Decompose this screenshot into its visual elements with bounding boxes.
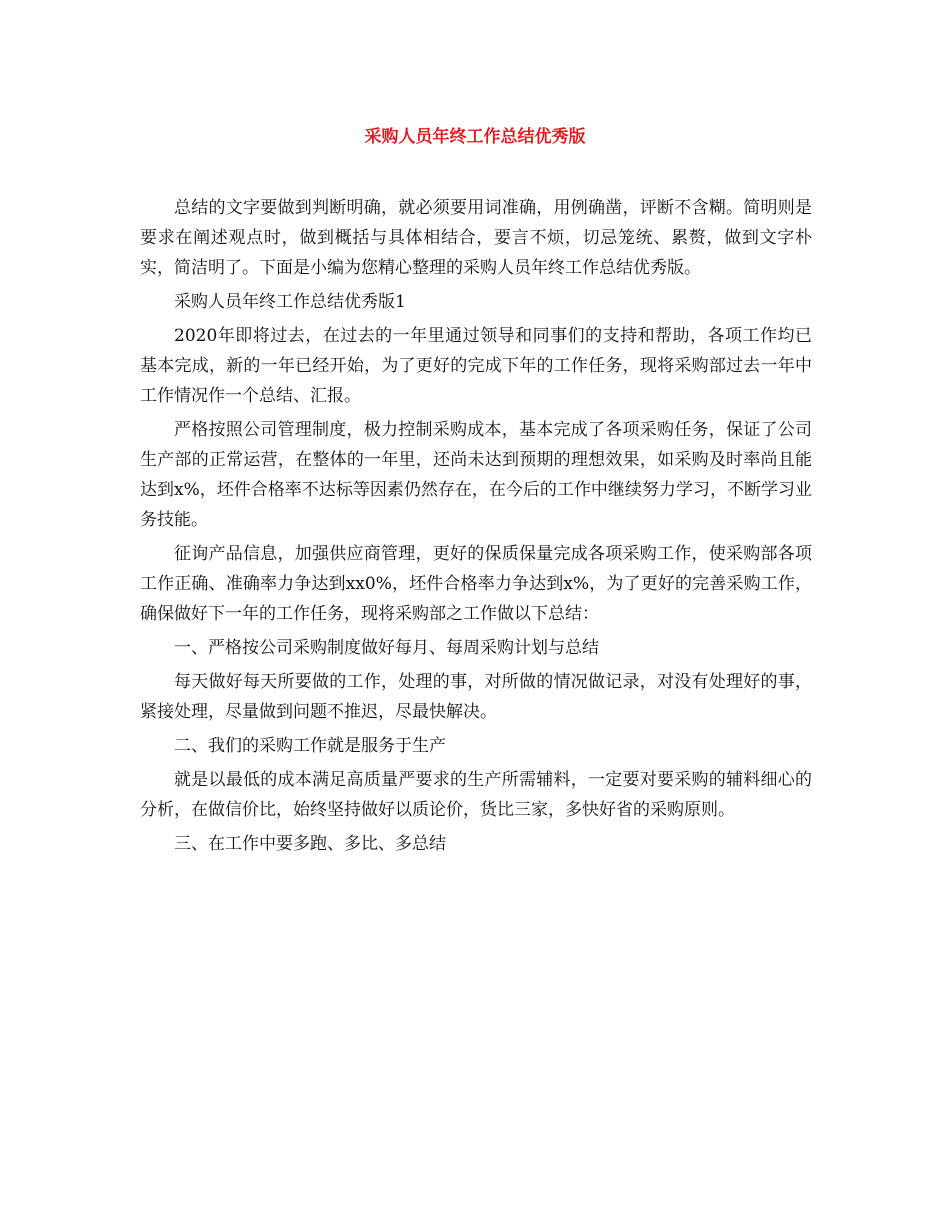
body-paragraph: 就是以最低的成本满足高质量严要求的生产所需辅料，一定要对要采购的辅料细心的分析，在做信价比，始终坚持做好以质论价，货比三家，多快好省的采购原则。 [140, 770, 812, 820]
body-paragraph: 2020年即将过去，在过去的一年里通过领导和同事们的支持和帮助，各项工作均已基本完成，新的一年已经开始，为了更好的完成下年的工作任务，现将采购部过去一年中工作情况作一个总结、汇报。 [140, 326, 812, 406]
subheading-1: 一、严格按公司采购制度做好每月、每周采购计划与总结 [174, 638, 599, 658]
body-paragraph: 每天做好每天所要做的工作，处理的事，对所做的情况做记录，对没有处理好的事，紧接处理，尽量做到问题不推迟，尽最快解决。 [140, 672, 812, 722]
section-title-1: 采购人员年终工作总结优秀版1 [174, 292, 406, 312]
body-paragraph: 严格按照公司管理制度，极力控制采购成本，基本完成了各项采购任务，保证了公司生产部的正常运营，在整体的一年里，还尚未达到预期的理想效果，如采购及时率尚且能达到x%，坯件合格率不达标等因素仍然存在，在今后的工作中继续努力学习，不断学习业务技能。 [140, 420, 812, 530]
intro-paragraph: 总结的文字要做到判断明确，就必须要用词准确，用例确凿，评断不含糊。简明则是要求在阐述观点时，做到概括与具体相结合，要言不烦，切忌笼统、累赘，做到文字朴实，简洁明了。下面是小编为您精心整理的采购人员年终工作总结优秀版。 [140, 198, 812, 278]
body-paragraph: 征询产品信息，加强供应商管理，更好的保质保量完成各项采购工作，使采购部各项工作正确、准确率力争达到xx0%，坯件合格率力争达到x%，为了更好的完善采购工作，确保做好下一年的工作任务，现将采购部之工作做以下总结： [140, 544, 812, 624]
subheading-2: 二、我们的采购工作就是服务于生产 [174, 736, 446, 756]
subheading-3: 三、在工作中要多跑、多比、多总结 [174, 834, 446, 854]
document-title: 采购人员年终工作总结优秀版 [364, 127, 586, 147]
document-body [140, 193, 812, 863]
